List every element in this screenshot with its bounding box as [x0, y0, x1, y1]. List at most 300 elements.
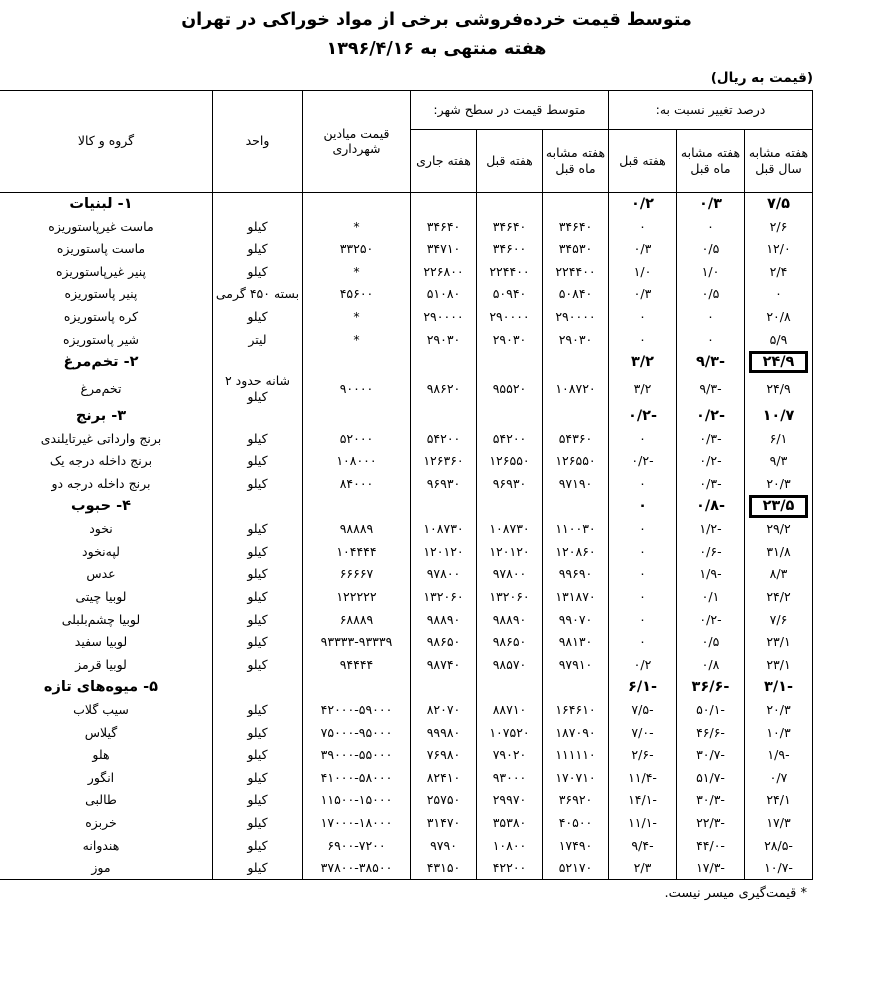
cell-pct_last_week: ۰: [609, 495, 677, 518]
table-group-row: [0, 351, 813, 374]
cell-last_week: ۹۸۸۹۰: [477, 608, 543, 631]
cell-unit: کیلو: [212, 721, 302, 744]
table-row: [0, 811, 813, 834]
cell-current_week: ۲۵۷۵۰: [410, 789, 476, 812]
cell-pct_last_week: ۰/۲: [609, 192, 677, 215]
cell-municipal: ۶۸۸۸۹: [302, 608, 410, 631]
cell-last_week: ۹۶۹۳۰: [477, 472, 543, 495]
header-price-same-week-last-month: هفته مشابه ماه قبل: [543, 129, 609, 192]
cell-same_week_last_month: ۹۹۰۷۰: [543, 608, 609, 631]
cell-same_week_last_month: ۹۷۱۹۰: [543, 472, 609, 495]
cell-municipal: ۴۵۶۰۰: [302, 283, 410, 306]
cell-pct_last_week: ۰: [609, 563, 677, 586]
cell-unit: کیلو: [212, 608, 302, 631]
cell-same_week_last_month: ۱۰۸۷۲۰: [543, 373, 609, 404]
cell-pct_last_month: ۰: [677, 306, 745, 329]
cell-last_week: [477, 495, 543, 518]
cell-item: لوبیا چیتی: [0, 586, 212, 609]
cell-same_week_last_month: ۱۷۰۷۱۰: [543, 766, 609, 789]
cell-same_week_last_month: ۹۷۹۱۰: [543, 653, 609, 676]
cell-pct_last_week: -۱۴/۱: [609, 789, 677, 812]
cell-pct_last_week: -۰/۲: [609, 405, 677, 428]
cell-current_week: ۹۸۷۴۰: [410, 653, 476, 676]
cell-pct_last_month: -۹/۳: [677, 373, 745, 404]
cell-pct_last_week: ۰: [609, 518, 677, 541]
cell-pct_last_year: ۲۰/۳: [745, 699, 813, 722]
cell-pct_last_month: ۰/۸: [677, 653, 745, 676]
cell-pct_last_week: -۶/۱: [609, 676, 677, 699]
cell-current_week: ۵۱۰۸۰: [410, 283, 476, 306]
cell-current_week: [410, 676, 476, 699]
cell-municipal: [302, 495, 410, 518]
cell-item: نخود: [0, 518, 212, 541]
table-row: [0, 766, 813, 789]
header-unit: واحد: [212, 90, 302, 192]
cell-pct_last_week: -۹/۴: [609, 834, 677, 857]
cell-unit: [212, 676, 302, 699]
table-body: [0, 192, 813, 880]
price-table: [0, 90, 813, 881]
cell-item: هلو: [0, 744, 212, 767]
table-row: [0, 721, 813, 744]
table-row: [0, 238, 813, 261]
cell-pct_last_month: ۰/۱: [677, 586, 745, 609]
table-row: [0, 540, 813, 563]
cell-municipal: *: [302, 328, 410, 351]
cell-item: برنج داخله درجه یک: [0, 450, 212, 473]
cell-current_week: [410, 495, 476, 518]
table-group-row: [0, 676, 813, 699]
cell-unit: کیلو: [212, 631, 302, 654]
cell-pct_last_week: ۰: [609, 631, 677, 654]
cell-same_week_last_month: ۱۱۰۰۳۰: [543, 518, 609, 541]
cell-pct_last_month: -۹/۳: [677, 351, 745, 374]
cell-current_week: ۲۲۶۸۰۰: [410, 260, 476, 283]
cell-pct_last_week: ۰: [609, 306, 677, 329]
cell-same_week_last_month: ۳۴۶۴۰: [543, 215, 609, 238]
cell-item: ماست پاستوریزه: [0, 238, 212, 261]
cell-municipal: ۱۷۰۰۰-۱۸۰۰۰: [302, 811, 410, 834]
cell-pct_last_month: -۳۶/۶: [677, 676, 745, 699]
table-row: [0, 450, 813, 473]
cell-municipal: ۷۵۰۰۰-۹۵۰۰۰: [302, 721, 410, 744]
cell-same_week_last_month: [543, 405, 609, 428]
cell-unit: کیلو: [212, 699, 302, 722]
highlight-box: ۲۳/۵: [749, 495, 809, 518]
cell-pct_last_year: -۳/۱: [745, 676, 813, 699]
cell-last_week: [477, 192, 543, 215]
cell-pct_last_year: ۱۰/۳: [745, 721, 813, 744]
cell-same_week_last_month: ۵۲۱۷۰: [543, 857, 609, 880]
cell-pct_last_month: ۰/۵: [677, 238, 745, 261]
cell-unit: کیلو: [212, 427, 302, 450]
cell-pct_last_year: -۲۸/۵: [745, 834, 813, 857]
cell-pct_last_month: ۱/۰: [677, 260, 745, 283]
cell-pct_last_week: ۰/۲: [609, 653, 677, 676]
cell-current_week: ۹۸۶۵۰: [410, 631, 476, 654]
cell-item: برنج وارداتی غیرتایلندی: [0, 427, 212, 450]
page-subtitle: هفته منتهی به ۱۳۹۶/۴/۱۶: [326, 39, 547, 60]
cell-pct_last_year: ۲۴/۱: [745, 789, 813, 812]
cell-same_week_last_month: ۱۸۷۰۹۰: [543, 721, 609, 744]
cell-unit: کیلو: [212, 811, 302, 834]
cell-item: کره پاستوریزه: [0, 306, 212, 329]
cell-unit: کیلو: [212, 789, 302, 812]
cell-municipal: ۹۰۰۰۰: [302, 373, 410, 404]
cell-current_week: ۴۳۱۵۰: [410, 857, 476, 880]
cell-unit: بسته ۴۵۰ گرمی: [212, 283, 302, 306]
cell-pct_last_year: -۱۰/۷: [745, 857, 813, 880]
cell-pct_last_year: ۶/۱: [745, 427, 813, 450]
cell-unit: [212, 405, 302, 428]
cell-item: ماست غیرپاستوریزه: [0, 215, 212, 238]
table-group-row: [0, 192, 813, 215]
cell-unit: شانه حدود ۲ کیلو: [212, 373, 302, 404]
table-row: [0, 653, 813, 676]
cell-item: شیر پاستوریزه: [0, 328, 212, 351]
cell-item: لوبیا قرمز: [0, 653, 212, 676]
cell-pct_last_month: -۳۰/۷: [677, 744, 745, 767]
cell-municipal: [302, 676, 410, 699]
table-group-row: [0, 495, 813, 518]
cell-pct_last_week: -۱۱/۴: [609, 766, 677, 789]
table-row: [0, 373, 813, 404]
cell-pct_last_year: ۳۱/۸: [745, 540, 813, 563]
cell-pct_last_week: ۱/۰: [609, 260, 677, 283]
cell-municipal: ۳۷۸۰۰-۳۸۵۰۰: [302, 857, 410, 880]
cell-unit: کیلو: [212, 744, 302, 767]
cell-pct_last_month: ۰/۵: [677, 283, 745, 306]
cell-same_week_last_month: ۱۶۴۶۱۰: [543, 699, 609, 722]
cell-pct_last_year: ۲/۶: [745, 215, 813, 238]
cell-municipal: ۱۰۸۰۰۰: [302, 450, 410, 473]
cell-pct_last_month: -۱/۲: [677, 518, 745, 541]
table-row: [0, 518, 813, 541]
table-row: [0, 283, 813, 306]
cell-pct_last_year: -۱/۹: [745, 744, 813, 767]
cell-last_week: [477, 405, 543, 428]
cell-pct_last_year: ۷/۶: [745, 608, 813, 631]
table-group-row: [0, 405, 813, 428]
cell-pct_last_month: ۰: [677, 328, 745, 351]
header-price-last-week: هفته قبل: [477, 129, 543, 192]
cell-pct_last_year: ۲۳/۱: [745, 631, 813, 654]
cell-last_week: ۵۴۲۰۰: [477, 427, 543, 450]
cell-same_week_last_month: [543, 192, 609, 215]
cell-pct_last_week: -۲/۶: [609, 744, 677, 767]
cell-last_week: [477, 676, 543, 699]
cell-last_week: ۲۹۹۷۰: [477, 789, 543, 812]
cell-pct_last_month: -۰/۲: [677, 450, 745, 473]
cell-last_week: ۲۹۰۰۰۰: [477, 306, 543, 329]
cell-same_week_last_month: ۹۹۶۹۰: [543, 563, 609, 586]
cell-same_week_last_month: ۱۳۱۸۷۰: [543, 586, 609, 609]
cell-pct_last_month: -۰/۳: [677, 427, 745, 450]
title-block: [0, 0, 873, 63]
cell-pct_last_year: [745, 495, 813, 518]
cell-current_week: ۲۹۰۰۰۰: [410, 306, 476, 329]
cell-pct_last_year: ۲۰/۸: [745, 306, 813, 329]
cell-item: پنیر پاستوریزه: [0, 283, 212, 306]
cell-pct_last_week: -۷/۰: [609, 721, 677, 744]
cell-pct_last_month: -۱۷/۳: [677, 857, 745, 880]
cell-same_week_last_month: ۲۹۰۰۰۰: [543, 306, 609, 329]
cell-item: لپه‌نخود: [0, 540, 212, 563]
table-row: [0, 631, 813, 654]
cell-pct_last_week: ۳/۲: [609, 373, 677, 404]
cell-pct_last_year: ۹/۳: [745, 450, 813, 473]
cell-municipal: ۳۹۰۰۰-۵۵۰۰۰: [302, 744, 410, 767]
currency-note: (قیمت به ریال): [710, 69, 813, 86]
cell-unit: کیلو: [212, 306, 302, 329]
cell-unit: کیلو: [212, 834, 302, 857]
cell-unit: کیلو: [212, 215, 302, 238]
cell-same_week_last_month: ۳۴۵۳۰: [543, 238, 609, 261]
cell-pct_last_week: ۰: [609, 215, 677, 238]
cell-pct_last_week: ۰: [609, 540, 677, 563]
table-head: [0, 90, 813, 192]
cell-current_week: ۱۲۶۳۶۰: [410, 450, 476, 473]
cell-municipal: ۳۳۲۵۰: [302, 238, 410, 261]
cell-last_week: ۳۴۶۴۰: [477, 215, 543, 238]
table-row: [0, 260, 813, 283]
cell-item: لوبیا سفید: [0, 631, 212, 654]
cell-last_week: ۳۴۶۰۰: [477, 238, 543, 261]
cell-pct_last_month: -۴۴/۰: [677, 834, 745, 857]
cell-municipal: [302, 351, 410, 374]
cell-unit: کیلو: [212, 540, 302, 563]
cell-same_week_last_month: ۱۲۶۵۵۰: [543, 450, 609, 473]
cell-unit: کیلو: [212, 450, 302, 473]
cell-unit: کیلو: [212, 586, 302, 609]
cell-pct_last_year: ۱۰/۷: [745, 405, 813, 428]
cell-last_week: ۱۰۷۵۲۰: [477, 721, 543, 744]
cell-municipal: ۹۳۳۳۳-۹۳۳۳۹: [302, 631, 410, 654]
cell-same_week_last_month: ۴۰۵۰۰: [543, 811, 609, 834]
cell-last_week: ۲۲۴۴۰۰: [477, 260, 543, 283]
cell-last_week: ۹۷۸۰۰: [477, 563, 543, 586]
cell-current_week: ۹۹۹۸۰: [410, 721, 476, 744]
cell-current_week: ۸۲۴۱۰: [410, 766, 476, 789]
cell-pct_last_month: -۰/۲: [677, 608, 745, 631]
cell-unit: کیلو: [212, 472, 302, 495]
cell-pct_last_month: -۰/۸: [677, 495, 745, 518]
cell-pct_last_week: -۱۱/۱: [609, 811, 677, 834]
cell-item: طالبی: [0, 789, 212, 812]
cell-pct_last_month: -۱/۹: [677, 563, 745, 586]
cell-pct_last_month: -۰/۶: [677, 540, 745, 563]
cell-pct_last_year: ۰: [745, 283, 813, 306]
cell-same_week_last_month: [543, 676, 609, 699]
cell-unit: کیلو: [212, 653, 302, 676]
cell-pct_last_week: ۰: [609, 608, 677, 631]
cell-current_week: ۳۱۴۷۰: [410, 811, 476, 834]
table-row: [0, 834, 813, 857]
cell-last_week: ۸۸۷۱۰: [477, 699, 543, 722]
cell-unit: کیلو: [212, 238, 302, 261]
cell-last_week: [477, 351, 543, 374]
highlight-box: ۲۴/۹: [749, 351, 809, 374]
cell-current_week: ۱۰۸۷۳۰: [410, 518, 476, 541]
cell-unit: لیتر: [212, 328, 302, 351]
table-row: [0, 563, 813, 586]
cell-current_week: ۳۴۶۴۰: [410, 215, 476, 238]
table-row: [0, 215, 813, 238]
cell-last_week: ۷۹۰۲۰: [477, 744, 543, 767]
cell-current_week: ۸۲۰۷۰: [410, 699, 476, 722]
cell-same_week_last_month: ۲۲۴۴۰۰: [543, 260, 609, 283]
cell-municipal: ۸۴۰۰۰: [302, 472, 410, 495]
cell-same_week_last_month: ۱۱۱۱۱۰: [543, 744, 609, 767]
cell-current_week: [410, 192, 476, 215]
cell-same_week_last_month: ۹۸۱۳۰: [543, 631, 609, 654]
cell-municipal: ۹۴۴۴۴: [302, 653, 410, 676]
cell-item: پنیر غیرپاستوریزه: [0, 260, 212, 283]
cell-pct_last_week: ۰: [609, 427, 677, 450]
cell-municipal: ۴۲۰۰۰-۵۹۰۰۰: [302, 699, 410, 722]
cell-current_week: ۹۷۸۰۰: [410, 563, 476, 586]
cell-last_week: ۳۵۳۸۰: [477, 811, 543, 834]
cell-item: ۴- حبوب: [0, 495, 212, 518]
cell-item: ۱- لبنیات: [0, 192, 212, 215]
cell-pct_last_month: ۰/۵: [677, 631, 745, 654]
cell-pct_last_week: ۰/۳: [609, 283, 677, 306]
cell-last_week: ۴۲۲۰۰: [477, 857, 543, 880]
cell-unit: کیلو: [212, 766, 302, 789]
cell-item: انگور: [0, 766, 212, 789]
cell-same_week_last_month: ۳۶۹۲۰: [543, 789, 609, 812]
cell-same_week_last_month: ۱۷۴۹۰: [543, 834, 609, 857]
cell-item: موز: [0, 857, 212, 880]
header-item: گروه و کالا: [0, 90, 212, 192]
page-title: متوسط قیمت خرده‌فروشی برخی از مواد خوراکی در تهران: [181, 10, 692, 30]
cell-pct_last_year: ۱۷/۳: [745, 811, 813, 834]
cell-pct_last_week: ۳/۲: [609, 351, 677, 374]
cell-last_week: ۱۲۰۱۲۰: [477, 540, 543, 563]
cell-pct_last_month: ۰: [677, 215, 745, 238]
header-group-change: درصد تغییر نسبت به:: [609, 90, 813, 129]
cell-pct_last_year: ۵/۹: [745, 328, 813, 351]
cell-last_week: ۲۹۰۳۰: [477, 328, 543, 351]
cell-pct_last_year: ۲۹/۲: [745, 518, 813, 541]
table-row: [0, 857, 813, 880]
cell-municipal: *: [302, 306, 410, 329]
cell-item: لوبیا چشم‌بلبلی: [0, 608, 212, 631]
cell-current_week: ۱۳۲۰۶۰: [410, 586, 476, 609]
cell-pct_last_year: ۲۴/۲: [745, 586, 813, 609]
cell-current_week: ۷۶۹۸۰: [410, 744, 476, 767]
cell-municipal: ۱۱۵۰۰-۱۵۰۰۰: [302, 789, 410, 812]
cell-municipal: ۶۶۶۶۷: [302, 563, 410, 586]
table-row: [0, 306, 813, 329]
header-group-city-price: متوسط قیمت در سطح شهر:: [410, 90, 608, 129]
cell-same_week_last_month: ۵۴۳۶۰: [543, 427, 609, 450]
header-pct-same-week-last-year: هفته مشابه سال قبل: [745, 129, 813, 192]
table-row: [0, 328, 813, 351]
cell-item: گیلاس: [0, 721, 212, 744]
cell-municipal: *: [302, 215, 410, 238]
cell-current_week: [410, 405, 476, 428]
cell-current_week: ۳۴۷۱۰: [410, 238, 476, 261]
cell-municipal: *: [302, 260, 410, 283]
table-row: [0, 586, 813, 609]
cell-unit: [212, 495, 302, 518]
cell-pct_last_week: ۲/۳: [609, 857, 677, 880]
cell-pct_last_month: -۵۱/۷: [677, 766, 745, 789]
cell-pct_last_year: [745, 351, 813, 374]
cell-item: سیب گلاب: [0, 699, 212, 722]
cell-current_week: ۵۴۲۰۰: [410, 427, 476, 450]
cell-pct_last_month: -۳۰/۳: [677, 789, 745, 812]
table-row: [0, 789, 813, 812]
cell-municipal: ۶۹۰۰-۷۲۰۰: [302, 834, 410, 857]
cell-municipal: ۹۸۸۸۹: [302, 518, 410, 541]
cell-last_week: ۹۵۵۲۰: [477, 373, 543, 404]
cell-current_week: ۹۶۹۳۰: [410, 472, 476, 495]
cell-unit: [212, 192, 302, 215]
cell-pct_last_year: ۲/۴: [745, 260, 813, 283]
cell-pct_last_week: ۰: [609, 328, 677, 351]
cell-item: هندوانه: [0, 834, 212, 857]
cell-same_week_last_month: ۲۹۰۳۰: [543, 328, 609, 351]
cell-current_week: ۹۸۸۹۰: [410, 608, 476, 631]
cell-pct_last_year: ۸/۳: [745, 563, 813, 586]
cell-item: ۵- میوه‌های تازه: [0, 676, 212, 699]
cell-last_week: ۱۳۲۰۶۰: [477, 586, 543, 609]
cell-pct_last_year: ۲۰/۳: [745, 472, 813, 495]
table-row: [0, 427, 813, 450]
cell-pct_last_month: -۲۲/۳: [677, 811, 745, 834]
table-row: [0, 744, 813, 767]
cell-pct_last_week: ۰/۳: [609, 238, 677, 261]
cell-item: تخم‌مرغ: [0, 373, 212, 404]
cell-item: خربزه: [0, 811, 212, 834]
cell-pct_last_week: ۰: [609, 586, 677, 609]
cell-current_week: ۱۲۰۱۲۰: [410, 540, 476, 563]
cell-unit: [212, 351, 302, 374]
cell-pct_last_year: ۱۲/۰: [745, 238, 813, 261]
cell-pct_last_week: -۷/۵: [609, 699, 677, 722]
cell-last_week: ۹۸۶۵۰: [477, 631, 543, 654]
cell-pct_last_month: ۰/۳: [677, 192, 745, 215]
cell-unit: کیلو: [212, 260, 302, 283]
table-row: [0, 472, 813, 495]
cell-unit: کیلو: [212, 518, 302, 541]
cell-last_week: ۱۲۶۵۵۰: [477, 450, 543, 473]
cell-last_week: ۱۰۸۷۳۰: [477, 518, 543, 541]
cell-municipal: ۵۲۰۰۰: [302, 427, 410, 450]
cell-pct_last_month: -۰/۳: [677, 472, 745, 495]
cell-same_week_last_month: ۱۲۰۸۶۰: [543, 540, 609, 563]
cell-unit: کیلو: [212, 857, 302, 880]
table-footnote: * قیمت‌گیری میسر نیست.: [664, 886, 807, 902]
cell-last_week: ۹۳۰۰۰: [477, 766, 543, 789]
header-pct-last-week: هفته قبل: [609, 129, 677, 192]
cell-municipal: [302, 405, 410, 428]
cell-pct_last_week: ۰: [609, 472, 677, 495]
cell-last_week: ۱۰۸۰۰: [477, 834, 543, 857]
table-row: [0, 608, 813, 631]
header-price-current-week: هفته جاری: [410, 129, 476, 192]
cell-same_week_last_month: [543, 495, 609, 518]
header-pct-same-week-last-month: هفته مشابه ماه قبل: [677, 129, 745, 192]
cell-last_week: ۹۸۵۷۰: [477, 653, 543, 676]
cell-pct_last_year: ۰/۷: [745, 766, 813, 789]
cell-pct_last_month: -۰/۲: [677, 405, 745, 428]
cell-current_week: ۹۷۹۰: [410, 834, 476, 857]
header-municipal-price: قیمت میادین شهرداری: [302, 90, 410, 192]
table-row: [0, 699, 813, 722]
